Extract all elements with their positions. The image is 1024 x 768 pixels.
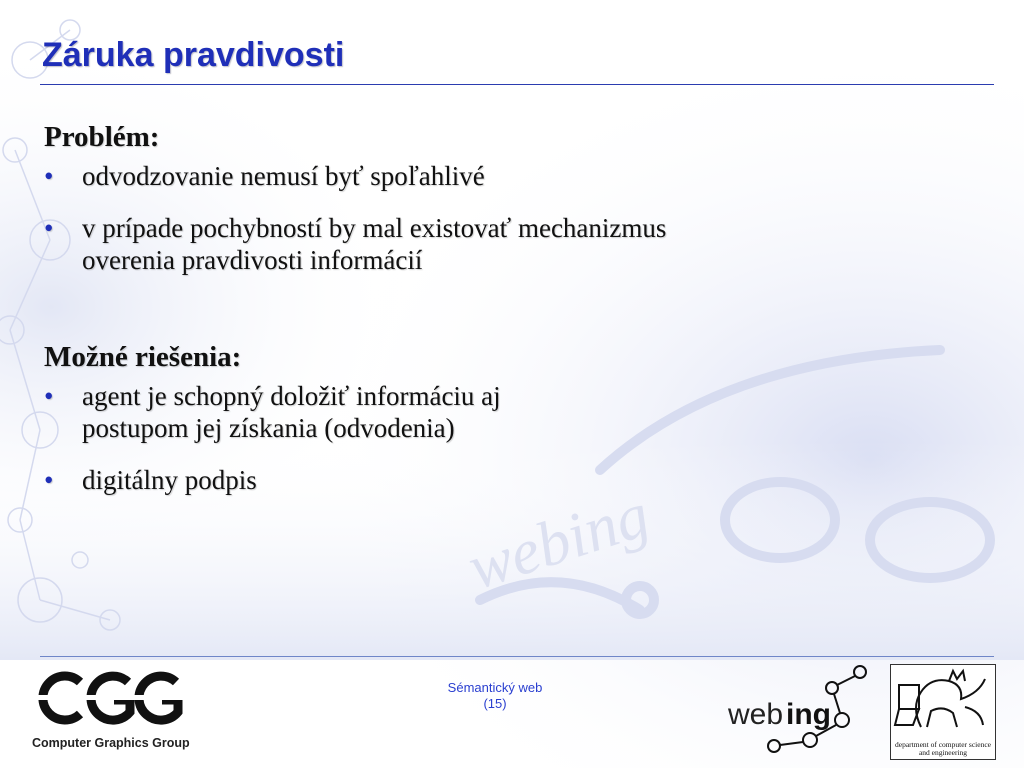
svg-text:ing: ing <box>786 698 831 731</box>
bullet-icon: • <box>44 161 54 191</box>
department-caption: department of computer science and engineering <box>895 740 991 757</box>
footer-divider <box>40 656 994 657</box>
solutions-bullet-list <box>44 380 944 496</box>
bullet-icon: • <box>44 465 54 495</box>
slide-body <box>44 120 944 516</box>
footer-info <box>420 680 570 712</box>
title-divider <box>40 84 994 85</box>
course-name: Sémantický web <box>447 680 543 695</box>
bullet-item <box>44 464 944 496</box>
bullet-text: odvodzovanie nemusí byť spoľahlivé <box>82 161 485 191</box>
group-name: Computer Graphics Group <box>32 736 190 750</box>
problem-bullet-list <box>44 160 944 276</box>
lion-emblem-icon <box>891 667 995 741</box>
bullet-text: agent je schopný doložiť informáciu aj <box>82 381 501 411</box>
bullet-text: digitálny podpis <box>82 465 257 495</box>
slide-title: Záruka pravdivosti <box>42 36 345 74</box>
bullet-icon: • <box>44 381 54 411</box>
svg-text:web: web <box>728 698 784 731</box>
bullet-text: overenia pravdivosti informácií <box>82 245 423 275</box>
bullet-item <box>44 212 944 276</box>
bullet-text: v prípade pochybností by mal existovať mechanizmus <box>82 213 667 243</box>
bullet-item <box>44 380 944 444</box>
bullet-item <box>44 160 944 192</box>
bullet-icon: • <box>44 213 54 243</box>
section-heading-solutions: Možné riešenia: <box>44 341 242 373</box>
page-number: (15) <box>483 696 507 711</box>
section-heading-problem: Problém: <box>44 121 160 153</box>
department-logo <box>890 664 996 760</box>
cgg-logo-icon <box>38 668 188 728</box>
svg-text:webing: webing <box>459 478 658 604</box>
webing-logo-icon <box>724 662 874 758</box>
bullet-text: postupom jej získania (odvodenia) <box>82 413 455 443</box>
